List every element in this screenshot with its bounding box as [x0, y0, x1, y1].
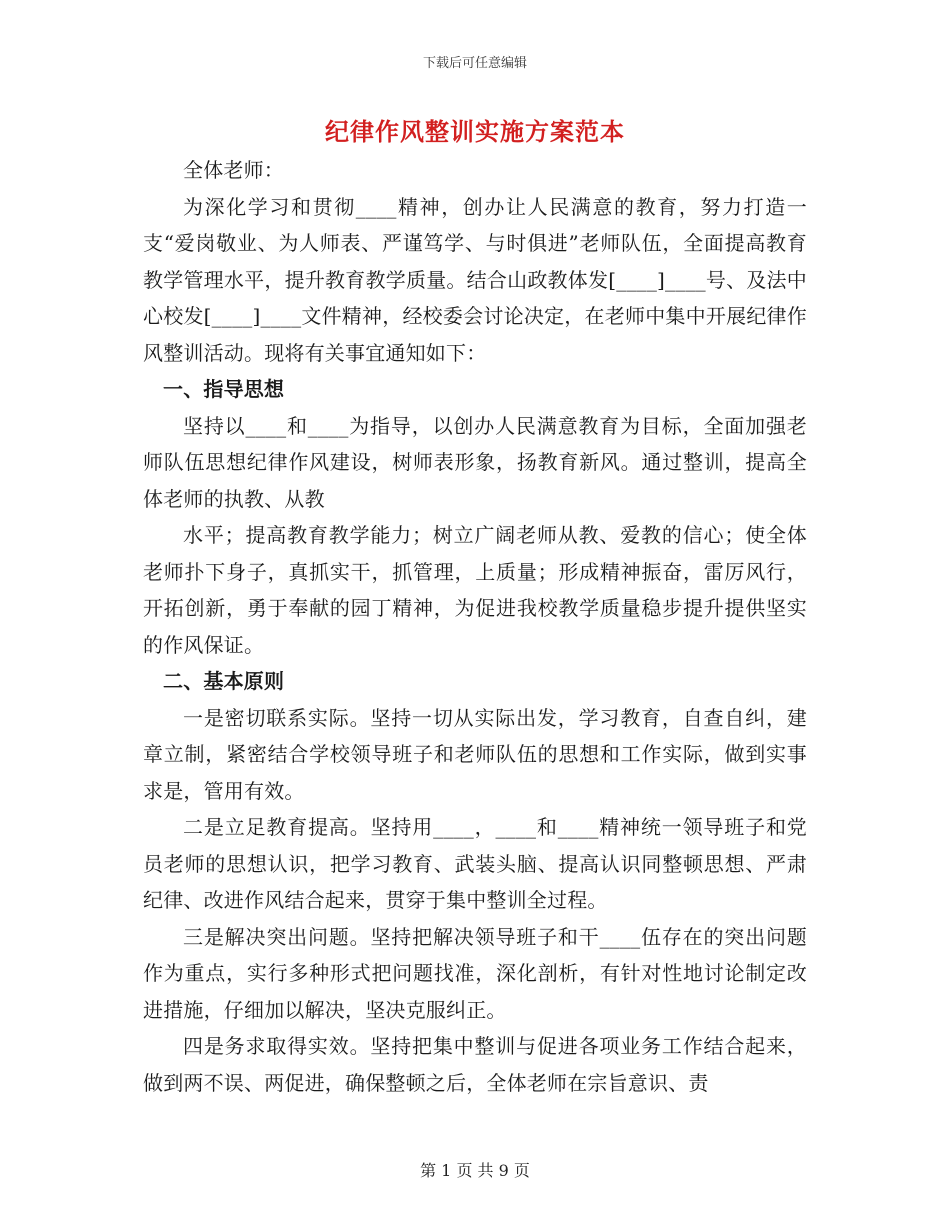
- intro-paragraph: 为深化学习和贯彻____精神，创办让人民满意的教育，努力打造一支“爱岗敬业、为人师表、严谨笃学、与时俱进”老师队伍，全面提高教育教学管理水平，提升教育教学质量。结合山政教体发[____]____号、及法中心校发[____]____文件精神，经校委会讨论决定，在老师中集中开展纪律作风整训活动。现将有关事宜通知如下：: [143, 194, 807, 365]
- document-title: 纪律作风整训实施方案范本: [325, 117, 625, 146]
- section-heading-guiding-thought: 一、指导思想: [163, 377, 285, 401]
- section-heading-basic-principles: 二、基本原则: [163, 669, 285, 693]
- page-number: 第 1 页 共 9 页: [420, 1161, 530, 1180]
- document-body: [143, 152, 807, 1101]
- greeting: 全体老师：: [183, 158, 284, 182]
- section2-paragraph-1: 一是密切联系实际。坚持一切从实际出发，学习教育，自查自纠，建章立制，紧密结合学校领导班子和老师队伍的思想和工作实际，做到实事求是，管用有效。: [143, 705, 807, 803]
- section2-paragraph-2: 二是立足教育提高。坚持用____，____和____精神统一领导班子和党员老师的思想认识，把学习教育、武装头脑、提高认识同整顿思想、严肃纪律、改进作风结合起来，贯穿于集中整训全过程。: [143, 815, 807, 912]
- section2-paragraph-3: 三是解决突出问题。坚持把解决领导班子和干____伍存在的突出问题作为重点，实行多种形式把问题找准，深化剖析，有针对性地讨论制定改进措施，仔细加以解决，坚决克服纠正。: [143, 924, 807, 1022]
- section2-paragraph-4: 四是务求取得实效。坚持把集中整训与促进各项业务工作结合起来，做到两不误、两促进，确保整顿之后，全体老师在宗旨意识、责: [143, 1034, 807, 1095]
- section1-paragraph-2: 水平；提高教育教学能力；树立广阔老师从教、爱教的信心；使全体老师扑下身子，真抓实干，抓管理，上质量；形成精神振奋，雷厉风行，开拓创新，勇于奉献的园丁精神，为促进我校教学质量稳步提升提供坚实的作风保证。: [143, 523, 807, 657]
- header-note: 下载后可任意编辑: [422, 56, 527, 71]
- section1-paragraph-1: 坚持以____和____为指导，以创办人民满意教育为目标，全面加强老师队伍思想纪律作风建设，树师表形象，扬教育新风。通过整训，提高全体老师的执教、从教: [143, 413, 807, 511]
